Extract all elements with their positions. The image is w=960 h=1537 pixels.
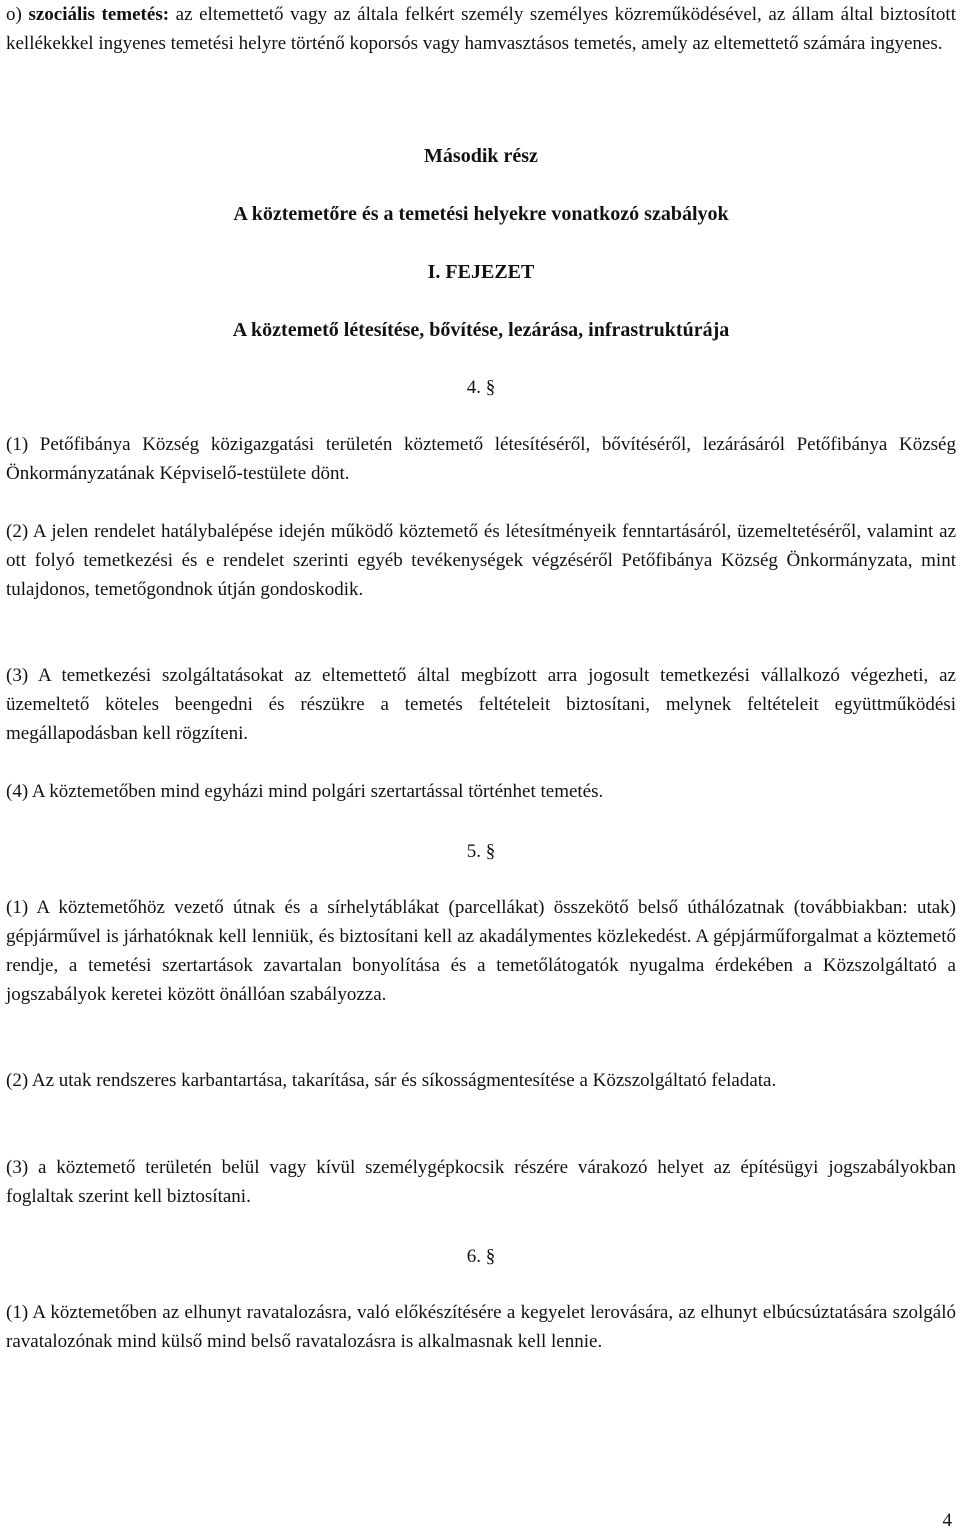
section-number: 6. § <box>466 1246 496 1267</box>
section-paragraph: (3) A temetkezési szolgáltatásokat az eltemettető által megbízott arra jogosult temetkezési vállalkozó végezheti, az üzemeltető köteles beengedni és részükre a temetés feltételeit biztosítani, melynek feltételeit együttműködési megállapodásban kell rögzíteni. <box>6 665 956 744</box>
section-paragraph: (3) a köztemető területén belül vagy kívül személygépkocsik részére várakozó helyet az építésügyi jogszabályokban foglaltak szerint kell biztosítani. <box>6 1157 956 1207</box>
section-paragraph: (2) A jelen rendelet hatálybalépése idején működő köztemető és létesítményeik fenntartásáról, üzemeltetéséről, valamint az ott folyó temetkezési és e rendelet szerinti egyéb tevékenységek végzéséről Petőfibánya Község Önkormányzata, mint tulajdonos, temetőgondnok útján gondoskodik. <box>6 521 956 600</box>
section-paragraph: (4) A köztemetőben mind egyházi mind polgári szertartással történhet temetés. <box>6 781 604 802</box>
defined-term: szociális temetés: <box>28 4 170 25</box>
section-number: 4. § <box>466 377 496 398</box>
chapter-subtitle: A köztemető létesítése, bővítése, lezárása, infrastruktúrája <box>232 319 730 341</box>
section-paragraph: (1) A köztemetőben az elhunyt ravatalozásra, való előkészítésére a kegyelet lerovására, az elhunyt elbúcsúztatására szolgáló ravatalozónak mind külső mind belső ravatalozásra is alkalmasnak kell lennie. <box>6 1302 956 1352</box>
definition-text: az eltemettető vagy az általa felkért személy személyes közreműködésével, az állam által biztosított kellékekkel ingyenes temetési helyre történő koporsós vagy hamvasztásos temetés, amely az eltemettető számára ingyenes. <box>6 4 956 54</box>
section-paragraph: (1) A köztemetőhöz vezető útnak és a sírhelytáblákat (parcellákat) összekötő belső úthálózatnak (továbbiakban: utak) gépjárművel is járhatóknak kell lenniük, és biztosítani kell az akadálymentes közlekedést. A gépjárműforgalmat a köztemető rendje, a temetési szertartások zavartalan bonyolítása és a temetőlátogatók nyugalma érdekében a Közszolgáltató a jogszabályok keretei között önállóan szabályozza. <box>6 897 956 1005</box>
chapter-title: I. FEJEZET <box>427 261 535 283</box>
section-number: 5. § <box>466 841 496 862</box>
intro-definition <box>6 0 956 58</box>
section-paragraph: (1) Petőfibánya Község közigazgatási területén köztemető létesítéséről, bővítéséről, lezárásáról Petőfibánya Község Önkormányzatának Képviselő-testülete dönt. <box>6 434 956 484</box>
page-number: 4 <box>942 1510 952 1531</box>
part-title: Második rész <box>424 145 538 167</box>
part-subtitle: A köztemetőre és a temetési helyekre vonatkozó szabályok <box>233 203 729 225</box>
list-marker: o) <box>6 4 22 25</box>
section-paragraph: (2) Az utak rendszeres karbantartása, takarítása, sár és síkosságmentesítése a Közszolgáltató feladata. <box>6 1070 777 1091</box>
